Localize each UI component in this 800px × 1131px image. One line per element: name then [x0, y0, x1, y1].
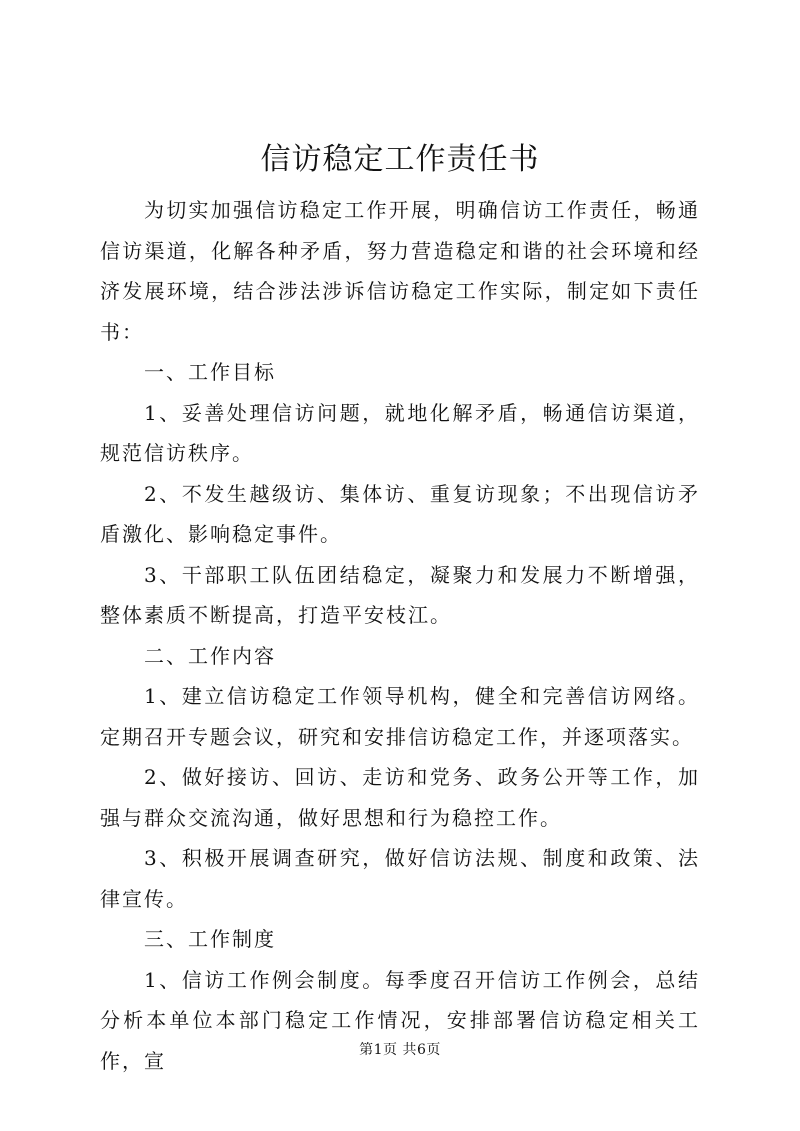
- document-title: 信访稳定工作责任书: [260, 142, 540, 177]
- intro-paragraph: 为切实加强信访稳定工作开展，明确信访工作责任，畅通信访渠道，化解各种矛盾，努力营造稳定和谐的社会环境和经济发展环境，结合涉法涉诉信访稳定工作实际，制定如下责任书：: [100, 198, 700, 344]
- goal-item-3: 3、干部职工队伍团结稳定，凝聚力和发展力不断增强，整体素质不断提高，打造平安枝江。: [100, 562, 700, 627]
- section-heading-goals: 一、工作目标: [144, 360, 276, 384]
- system-item-1: 1、信访工作例会制度。每季度召开信访工作例会，总结分析本单位本部门稳定工作情况，安排部署信访稳定相关工作，宣: [100, 967, 700, 1073]
- page-number: 第1页 共6页: [359, 1042, 441, 1058]
- section-heading-system: 三、工作制度: [144, 927, 276, 951]
- section-heading-content: 二、工作内容: [144, 643, 276, 668]
- goal-item-2: 2、不发生越级访、集体访、重复访现象；不出现信访矛盾激化、影响稳定事件。: [100, 481, 700, 546]
- goal-item-1: 1、妥善处理信访问题，就地化解矛盾，畅通信访渠道，规范信访秩序。: [100, 400, 700, 465]
- document-body: [100, 190, 700, 1081]
- content-item-1: 1、建立信访稳定工作领导机构，健全和完善信访网络。定期召开专题会议，研究和安排信访稳定工作，并逐项落实。: [100, 684, 700, 749]
- content-item-3: 3、积极开展调查研究，做好信访法规、制度和政策、法律宣传。: [100, 846, 700, 911]
- content-item-2: 2、做好接访、回访、走访和党务、政务公开等工作，加强与群众交流沟通，做好思想和行为稳控工作。: [100, 765, 700, 830]
